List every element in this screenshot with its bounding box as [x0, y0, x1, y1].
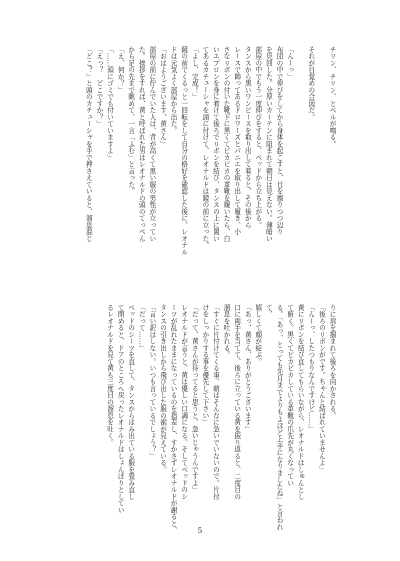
text-line: りに肩を掴まれて後ろを向かされる。	[328, 304, 336, 419]
text-line: 「後ろのリボンがです。ちゃんと結ばれていませんよ」	[317, 304, 326, 473]
text-line: それが目覚めの合図だ。	[306, 46, 315, 121]
text-line: ーツが乱れたままになっているのを指差し、すかさずレオナルドが謝ると、	[169, 304, 178, 534]
text-line: るレオナルドを見て黄も三度目の溜息を吐く。	[105, 304, 114, 446]
text-line: ドは元気よく部屋から出た。	[169, 46, 178, 134]
text-line: 溜息を吐かれる。	[222, 304, 231, 358]
text-line: さなリボンの付いた靴下に黒くてピカピカの革靴を履いたら、白	[222, 46, 231, 242]
text-line	[295, 46, 306, 284]
text-line: 「だって……」	[137, 304, 146, 352]
text-line: から足の先まで眺めて、一言「ふむ」と言った。	[126, 46, 135, 195]
text-line: てあるカチューシャを頭に付けて、レオナルドは鏡の前に立った。	[200, 46, 209, 249]
text-line: 部屋の中でもう一度伸びをすると、ベッドから立ち上がる。	[253, 46, 262, 229]
text-line: 「え、何か？」	[116, 46, 125, 94]
text-line: 「どこ？」と頭のカチューシャを手で押さえていると、溜息混じ	[84, 46, 93, 242]
text-line: タンスの引き出しから飛び出した服の裾が見えている。	[158, 304, 167, 473]
text-line: レースで飾ってあるドロワーズとパニエを取り出して履き、小	[232, 46, 241, 235]
text-line: 「すぐに片付けてくる事。朝はそんなに急いでいないので。片付	[211, 304, 220, 500]
text-line: 部屋の前に佇んでいた人は、背が高くて黒い服の男性が立ってい	[147, 46, 156, 242]
text-line: いエプロンを身に着けて後ろでリボンを結び、タンスの上に置い	[211, 46, 220, 242]
text-line: る。「あっ、とっても先月までよりもよほど上手になりましたね」と言われて、	[264, 304, 284, 531]
text-line	[316, 46, 327, 284]
text-line: た。挨拶をすれば、黄と呼ばれた男はレオナルドの頭のてっぺん	[137, 46, 146, 242]
text-line: レオナルドが言うと、黄は優しい口調になる。そしてベッドのシ	[179, 304, 188, 500]
text-line: 嬉しくて顔が綻ぶ。	[253, 304, 262, 365]
text-line: けをしっかりする事を優先して下さい」	[200, 304, 209, 426]
text-line: て俯く。黒くてピカピカしている革靴の爪先が丸くなってい	[285, 304, 294, 487]
text-line: 「よし、完成！」	[190, 46, 199, 100]
text-line: 「んーっ」	[285, 46, 294, 80]
text-line: ベッドのシーツを直して、タンスからはみ出ている服を畳み直し	[126, 304, 135, 500]
text-line: 黄にリボンを結び直してもらいながら、レオナルドはしゅんとし	[296, 304, 305, 500]
text-line: を見回した。分厚いカーテンに阻まれて朝日は見えない。薄暗い	[264, 46, 273, 242]
text-line: 「だって、黄さんが待ってると思うと、急いじゃうんですよ」	[190, 304, 199, 493]
text-line: 「あっ、黄さん、ありがとうございます」	[243, 304, 252, 433]
text-line: チリン、チリン、とベルが鳴る。	[328, 46, 336, 148]
text-line: て閉めると、ドアのところへ戻ったレオナルドはしょんぼりとしてい	[116, 304, 125, 514]
text-line: 「んーっ、したつもりなんですけど……」	[306, 304, 315, 433]
text-block-upper	[71, 46, 337, 284]
page-number: 5	[197, 527, 203, 535]
text-line: 鏡の前でくるっと一回転をして自分の格好を確認した後に、レオナル	[179, 46, 188, 256]
text-block-lower	[71, 304, 337, 542]
text-line: タンスから黒いワンピースを取り出して着ると、その後から	[243, 46, 252, 229]
text-line: 口に両手を当てて、後ろに立っている黄を振り返ると、二度目の	[232, 304, 241, 500]
text-line: 「えっ？ どこですか？」	[94, 46, 103, 127]
text-line: 「言い訳はしない。いつも言っているでしょう？」	[147, 304, 156, 460]
text-line: 「おはようございます、黄さん」	[158, 46, 167, 148]
text-line: 布団の中で伸びをしてから身体を起こすと、目を擦りつつ辺り	[275, 46, 284, 235]
text-line: 「……頭にゴミでも付いていますよ」	[105, 46, 114, 161]
